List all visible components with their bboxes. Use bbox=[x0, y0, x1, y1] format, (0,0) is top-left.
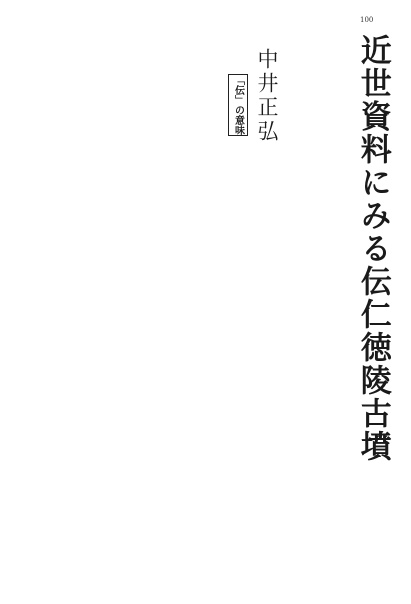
body-text-lower bbox=[28, 348, 374, 584]
body-text-upper bbox=[28, 68, 224, 312]
section-heading: 「伝」の意味 bbox=[228, 74, 248, 136]
article-title: 近世資料にみる伝仁徳陵古墳 bbox=[354, 34, 391, 463]
page-number: 100 bbox=[360, 16, 374, 24]
author-name: 中井正弘 bbox=[255, 48, 279, 144]
